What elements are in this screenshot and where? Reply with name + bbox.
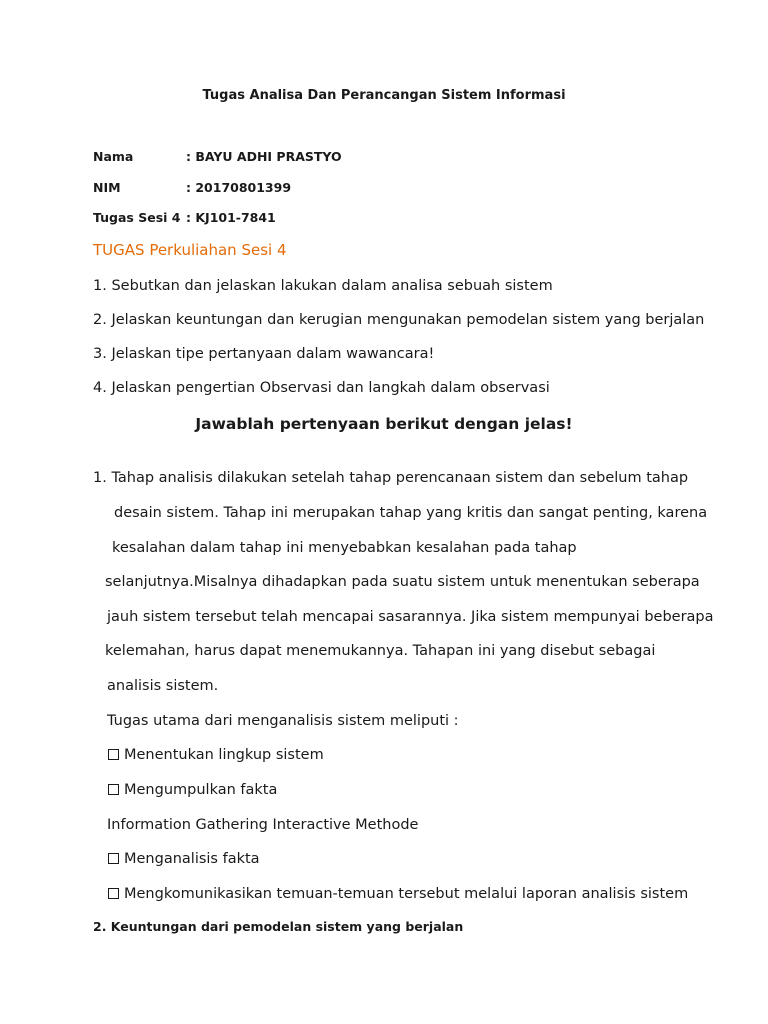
question-4: 4. Jelaskan pengertian Observasi dan langkah dalam observasi [93,380,550,396]
task-item-label: Mengumpulkan fakta [124,782,278,798]
question-2: 2. Jelaskan keuntungan dan kerugian mengunakan pemodelan sistem yang berjalan [93,312,705,328]
answer-1-line: analisis sistem. [107,678,219,694]
empty-square-bullet-icon [108,784,119,795]
empty-square-bullet-icon [108,853,119,864]
question-3: 3. Jelaskan tipe pertanyaan dalam wawancara! [93,346,435,362]
task-item-label: Menganalisis fakta [124,851,260,867]
answer-1-line: jauh sistem tersebut telah mencapai sasarannya. Jika sistem mempunyai beberapa [107,609,714,625]
document-title: Tugas Analisa Dan Perancangan Sistem Informasi [202,88,566,103]
info-value-tugas: : KJ101-7841 [186,210,276,225]
answer-1-line: 1. Tahap analisis dilakukan setelah tahap perencanaan sistem dan sebelum tahap [93,470,689,486]
task-item [108,852,260,867]
section-heading: TUGAS Perkuliahan Sesi 4 [93,241,287,259]
answer-2-subheading: 2. Keuntungan dari pemodelan sistem yang berjalan [93,919,464,934]
answer-1-line: kelemahan, harus dapat menemukannya. Tahapan ini yang disebut sebagai [105,643,656,659]
info-label-tugas: Tugas Sesi 4 [93,210,181,225]
task-item [108,748,324,763]
answer-1-line: selanjutnya.Misalnya dihadapkan pada suatu sistem untuk menentukan seberapa [105,574,700,590]
answer-1-line: Tugas utama dari menganalisis sistem meliputi : [107,713,459,729]
method-line: Information Gathering Interactive Methode [107,817,419,833]
task-item [108,887,688,902]
info-label-nama: Nama [93,149,134,164]
instruction-heading: Jawablah pertenyaan berikut dengan jelas! [195,415,573,433]
info-label-nim: NIM [93,180,121,195]
empty-square-bullet-icon [108,888,119,899]
answer-1-line: desain sistem. Tahap ini merupakan tahap yang kritis dan sangat penting, karena [114,505,708,521]
task-item-label: Menentukan lingkup sistem [124,747,324,763]
empty-square-bullet-icon [108,749,119,760]
info-value-nama: : BAYU ADHI PRASTYO [186,149,342,164]
task-item [108,783,277,798]
task-item-label: Mengkomunikasikan temuan-temuan tersebut melalui laporan analisis sistem [124,886,689,902]
answer-1-line: kesalahan dalam tahap ini menyebabkan kesalahan pada tahap [112,540,577,556]
info-value-nim: : 20170801399 [186,180,292,195]
question-1: 1. Sebutkan dan jelaskan lakukan dalam analisa sebuah sistem [93,278,553,294]
